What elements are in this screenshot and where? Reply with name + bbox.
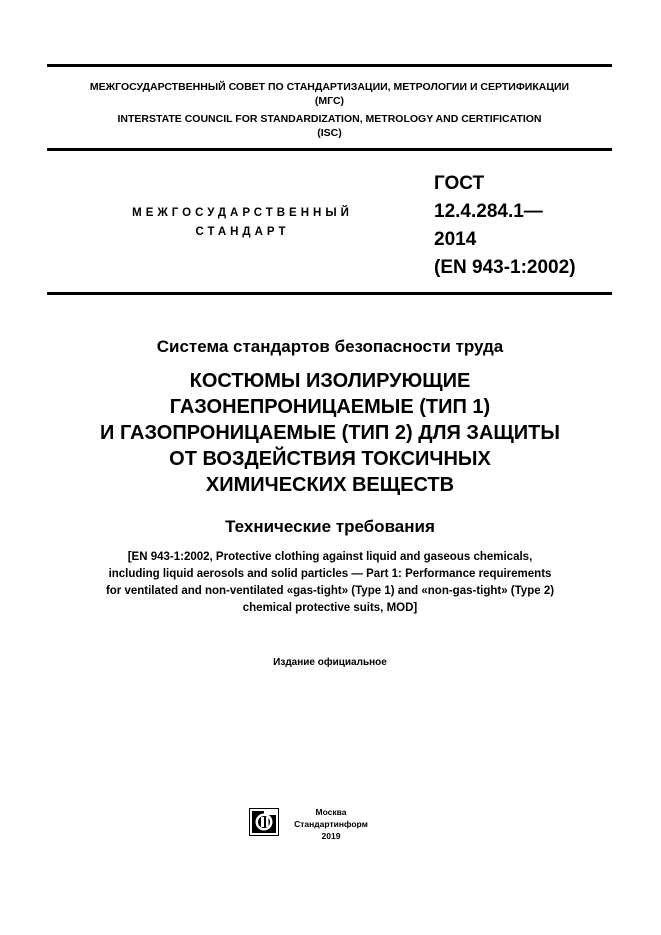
en-title-line3: for ventilated and non-ventilated «gas-tight» (Type 1) and «non-gas-tight» (Type 2) — [105, 585, 555, 597]
middle-rule — [47, 148, 612, 151]
main-title-line4: ОТ ВОЗДЕЙСТВИЯ ТОКСИЧНЫХ — [169, 448, 491, 470]
system-title: Система стандартов безопасности труда — [156, 337, 504, 356]
gost-designation — [434, 170, 576, 282]
designation-line2: 12.4.284.1— — [434, 201, 543, 222]
en-title-line2: including liquid aerosols and solid particles — Part 1: Performance requirements — [108, 568, 552, 580]
main-title — [30, 368, 630, 498]
publisher-city: Москва — [315, 807, 347, 817]
main-title-line3: И ГАЗОПРОНИЦАЕМЫЕ (ТИП 2) ДЛЯ ЗАЩИТЫ — [100, 422, 560, 444]
publisher-year: 2019 — [321, 831, 341, 841]
council-en — [47, 112, 612, 140]
designation-line4: (EN 943-1:2002) — [434, 257, 576, 278]
top-rule — [47, 64, 612, 67]
publisher-block — [292, 806, 370, 842]
en-title-line4: chemical protective suits, MOD] — [242, 602, 418, 614]
main-title-line2: ГАЗОНЕПРОНИЦАЕМЫЕ (ТИП 1) — [169, 396, 491, 418]
council-ru — [47, 80, 612, 108]
main-title-line1: КОСТЮМЫ ИЗОЛИРУЮЩИЕ — [189, 370, 471, 392]
council-en-line2: (ISC) — [317, 127, 342, 139]
subtitle: Технические требования — [225, 517, 435, 536]
standard-label-line1: МЕЖГОСУДАРСТВЕННЫЙ — [132, 207, 353, 219]
main-title-line5: ХИМИЧЕСКИХ ВЕЩЕСТВ — [205, 474, 455, 496]
designation-line3: 2014 — [434, 229, 477, 250]
council-en-line1: INTERSTATE COUNCIL FOR STANDARDIZATION, METROLOGY AND CERTIFICATION — [117, 113, 542, 125]
edition-note: Издание официальное — [273, 657, 387, 668]
bottom-rule — [47, 292, 612, 295]
designation-line1: ГОСТ — [434, 173, 485, 194]
publisher-name: Стандартинформ — [294, 819, 368, 829]
standartinform-logo-icon — [249, 808, 279, 836]
council-ru-line2: (МГС) — [314, 95, 345, 107]
council-ru-line1: МЕЖГОСУДАРСТВЕННЫЙ СОВЕТ ПО СТАНДАРТИЗАЦИИ, МЕТРОЛОГИИ И СЕРТИФИКАЦИИ — [89, 81, 570, 93]
standard-label-line2: СТАНДАРТ — [195, 226, 290, 238]
en-title-line1: [EN 943-1:2002, Protective clothing against liquid and gaseous chemicals, — [127, 551, 533, 563]
english-title — [20, 549, 640, 617]
